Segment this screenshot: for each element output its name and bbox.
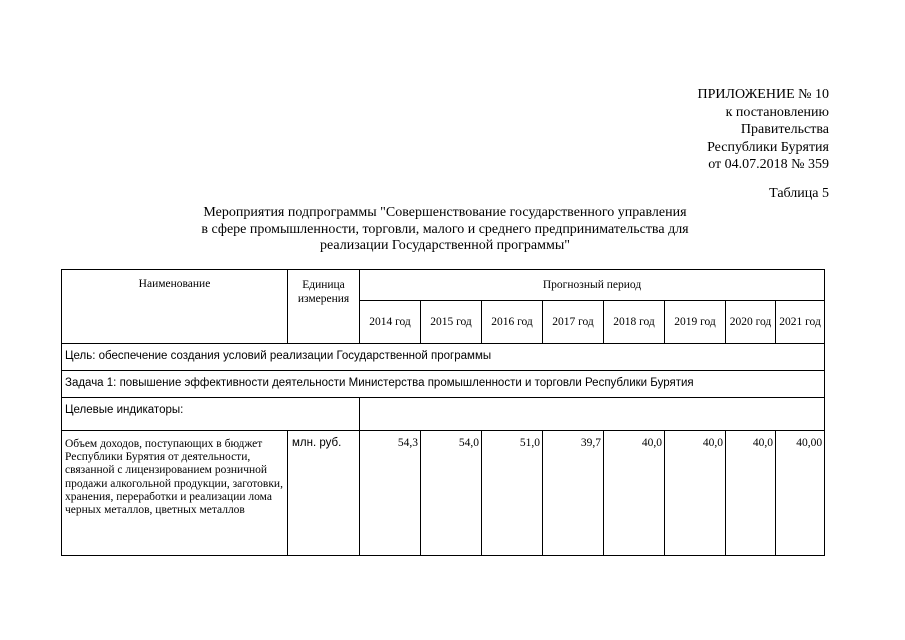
measures-table: [61, 269, 825, 556]
appendix-header: [698, 86, 830, 174]
value-cell: 54,3: [360, 431, 421, 556]
header-year: 2017 год: [543, 301, 604, 344]
indicator-unit: млн. руб.: [288, 431, 360, 556]
table-row: [62, 431, 825, 556]
appendix-ref-line: к постановлению: [725, 104, 829, 120]
value-cell: 40,0: [726, 431, 776, 556]
appendix-date-line: от 04.07.2018 № 359: [708, 157, 829, 172]
indicators-empty-cell: [360, 398, 825, 431]
indicators-row: Целевые индикаторы:: [62, 398, 360, 431]
appendix-republic-line: Республики Бурятия: [707, 139, 829, 155]
header-year: 2019 год: [665, 301, 726, 344]
header-year: 2014 год: [360, 301, 421, 344]
value-cell: 51,0: [482, 431, 543, 556]
header-year: 2020 год: [726, 301, 776, 344]
table-number: Таблица 5: [769, 186, 829, 201]
value-cell: 40,0: [604, 431, 665, 556]
value-cell: 40,00: [776, 431, 825, 556]
appendix-issuer-line: Правительства: [740, 122, 829, 137]
task-row: Задача 1: повышение эффективности деятельности Министерства промышленности и торговли Республики Бурятия: [62, 371, 825, 398]
header-name: Наименование: [62, 270, 288, 344]
header-period: Прогнозный период: [360, 270, 825, 301]
value-cell: 40,0: [665, 431, 726, 556]
appendix-title: ПРИЛОЖЕНИЕ № 10: [697, 87, 829, 102]
header-year: 2015 год: [421, 301, 482, 344]
header-year: 2018 год: [604, 301, 665, 344]
indicator-name: Объем доходов, поступающих в бюджет Республики Бурятия от деятельности, связанной с лицензированием розничной продажи алкогольной продукции, заготовки, хранения, переработки и реализации лома черных металлов, цветных металлов: [62, 431, 288, 556]
header-year: 2016 год: [482, 301, 543, 344]
value-cell: 54,0: [421, 431, 482, 556]
header-year: 2021 год: [776, 301, 825, 344]
header-unit: Единица измерения: [288, 270, 360, 344]
value-cell: 39,7: [543, 431, 604, 556]
table-caption: Мероприятия подпрограммы "Совершенствование государственного управления в сфере промышленности, торговли, малого и среднего предпринимательства для реализации Государственной программы": [201, 205, 689, 253]
goal-row: Цель: обеспечение создания условий реализации Государственной программы: [62, 344, 825, 371]
